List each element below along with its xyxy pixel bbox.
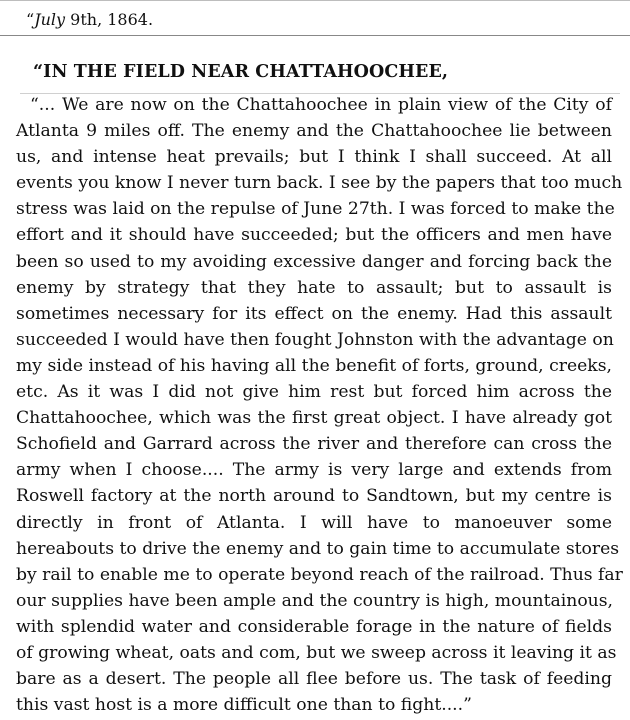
letter-line: directly in front of Atlanta. I will have to manoeuver some — [16, 512, 612, 533]
date-divider — [0, 35, 630, 36]
letter-line: my side instead of his having all the benefit of forts, ground, creeks, — [16, 355, 612, 376]
letter-line: bare as a desert. The people all flee before us. The task of feeding — [16, 669, 612, 690]
letter-line: Roswell factory at the north around to Sandtown, but my centre is — [16, 486, 612, 507]
letter-line: army when I choose.... The army is very large and extends from — [16, 460, 612, 481]
letter-line: succeeded I would have then fought Johnston with the advantage on — [16, 329, 614, 350]
letter-body — [16, 92, 623, 718]
letter-line: Atlanta 9 miles off. The enemy and the Chattahoochee lie between — [16, 121, 612, 142]
letter-line: been so used to my avoiding excessive danger and forcing back the — [16, 251, 612, 272]
date-month: July — [34, 10, 66, 29]
date-open-quote: “ — [26, 10, 35, 29]
date-day-year: 9th, 1864. — [65, 10, 154, 29]
letter-heading: “IN THE FIELD NEAR CHATTAHOOCHEE, — [33, 62, 449, 82]
letter-line: of growing wheat, oats and com, but we sweep across it leaving it as — [16, 642, 617, 663]
letter-line: Schofield and Garrard across the river and therefore can cross the — [16, 434, 612, 455]
letter-date — [26, 9, 153, 31]
letter-line: effort and it should have succeeded; but the officers and men have — [16, 225, 612, 246]
letter-line: Chattahoochee, which was the first great object. I have already got — [16, 408, 612, 429]
letter-line: our supplies have been ample and the country is high, mountainous, — [16, 590, 614, 611]
letter-line: enemy by strategy that they hate to assault; but to assault is — [16, 277, 612, 298]
letter-line: sometimes necessary for its effect on the enemy. Had this assault — [16, 303, 612, 324]
letter-line: events you know I never turn back. I see by the papers that too much — [16, 173, 623, 194]
top-rule — [0, 0, 630, 1]
letter-line: “... We are now on the Chattahoochee in plain view of the City of — [30, 95, 612, 115]
letter-line: etc. As it was I did not give him rest but forced him across the — [16, 382, 612, 403]
letter-line: by rail to enable me to operate beyond reach of the railroad. Thus far — [16, 564, 623, 585]
letter-line: stress was laid on the repulse of June 27th. I was forced to make the — [16, 199, 615, 220]
letter-line: us, and intense heat prevails; but I think I shall succeed. At all — [16, 147, 612, 168]
letter-line: with splendid water and considerable forage in the nature of fields — [16, 616, 612, 637]
letter-line: hereabouts to drive the enemy and to gain time to accumulate stores — [16, 538, 620, 559]
letter-line: this vast host is a more difficult one than to fight....” — [16, 695, 472, 716]
